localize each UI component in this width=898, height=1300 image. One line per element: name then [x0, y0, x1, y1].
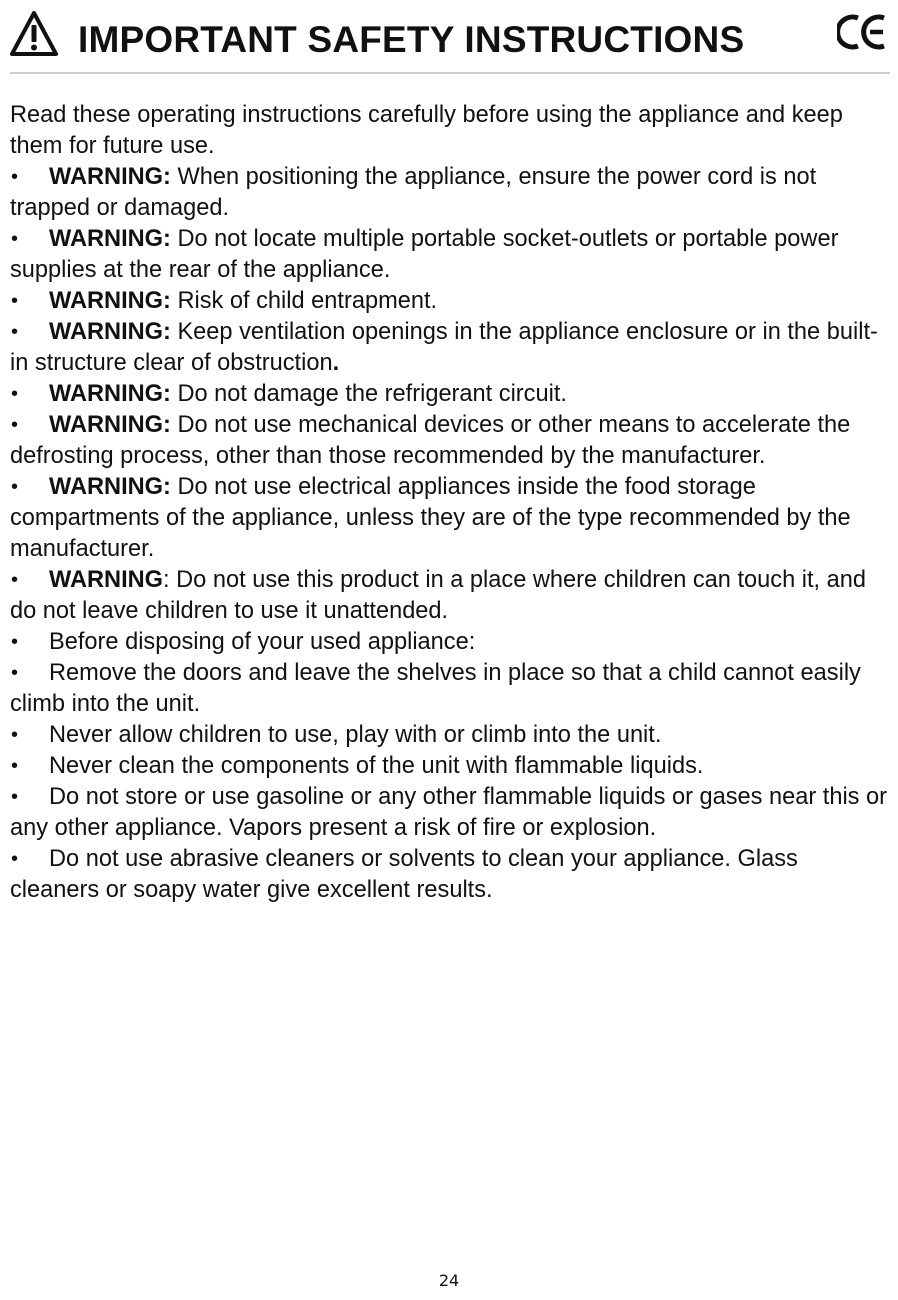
bullet-icon: • — [11, 848, 19, 870]
item-text: Do not use electrical appliances inside the food storage compartments of the appliance, unless they are of the type recommended by the manufacturer. — [10, 474, 851, 562]
list-item — [10, 658, 892, 720]
instructions-body — [10, 100, 892, 906]
item-suffix: . — [332, 350, 340, 376]
bullet-icon: • — [11, 755, 19, 777]
item-text: Do not use mechanical devices or other means to accelerate the defrosting process, other than those recommended by the manufacturer. — [10, 412, 851, 469]
item-text: : Do not use this product in a place where children can touch it, and do not leave children to use it unattended. — [10, 567, 867, 624]
list-item — [10, 782, 892, 844]
bullet-icon: • — [11, 166, 19, 188]
bullet-icon: • — [11, 724, 19, 746]
intro-paragraph: Read these operating instructions carefully before using the appliance and keep them for future use. — [10, 102, 843, 159]
item-text: Never allow children to use, play with or climb into the unit. — [49, 722, 662, 748]
list-item — [10, 720, 892, 751]
item-text: Never clean the components of the unit with flammable liquids. — [49, 753, 704, 779]
list-item — [10, 317, 892, 379]
page-header — [10, 8, 890, 74]
warning-label: WARNING — [49, 567, 164, 593]
bullet-icon: • — [11, 290, 19, 312]
warning-label: WARNING: — [49, 319, 171, 345]
item-text: Do not store or use gasoline or any other flammable liquids or gases near this or any other appliance. Vapors present a risk of fire or explosion. — [10, 784, 888, 841]
item-text: When positioning the appliance, ensure the power cord is not trapped or damaged. — [10, 164, 817, 221]
list-item — [10, 565, 892, 627]
item-text: Risk of child entrapment. — [170, 288, 438, 314]
item-text: Do not use abrasive cleaners or solvents to clean your appliance. Glass cleaners or soapy water give excellent results. — [10, 846, 798, 903]
list-item — [10, 751, 892, 782]
warning-label: WARNING: — [49, 474, 171, 500]
item-text: Remove the doors and leave the shelves in place so that a child cannot easily climb into the unit. — [10, 660, 861, 717]
warning-label: WARNING: — [49, 226, 171, 252]
list-item — [10, 627, 892, 658]
item-text: Before disposing of your used appliance: — [49, 629, 476, 655]
bullet-icon: • — [11, 228, 19, 250]
bullet-icon: • — [11, 476, 19, 498]
bullet-icon: • — [11, 383, 19, 405]
warning-label: WARNING: — [49, 412, 171, 438]
item-text: Do not damage the refrigerant circuit. — [170, 381, 567, 407]
list-item — [10, 162, 892, 224]
bullet-icon: • — [11, 569, 19, 591]
warning-label: WARNING: — [49, 381, 171, 407]
list-item — [10, 224, 892, 286]
item-text: Do not locate multiple portable socket-outlets or portable power supplies at the rear of the appliance. — [10, 226, 839, 283]
list-item — [10, 472, 892, 565]
page-number: 24 — [438, 1271, 460, 1290]
bullet-icon: • — [11, 631, 19, 653]
bullet-icon: • — [11, 321, 19, 343]
bullet-icon: • — [11, 414, 19, 436]
bullet-icon: • — [11, 662, 19, 684]
list-item — [10, 286, 892, 317]
item-text: Keep ventilation openings in the appliance enclosure or in the built-in structure clear of obstruction — [10, 319, 878, 376]
ce-mark-icon — [837, 12, 891, 52]
warning-label: WARNING: — [49, 164, 171, 190]
page-title: IMPORTANT SAFETY INSTRUCTIONS — [78, 19, 745, 60]
warning-label: WARNING: — [49, 288, 171, 314]
list-item — [10, 410, 892, 472]
bullet-icon: • — [11, 786, 19, 808]
list-item — [10, 379, 892, 410]
list-item — [10, 844, 892, 906]
warning-triangle-icon — [10, 10, 58, 58]
